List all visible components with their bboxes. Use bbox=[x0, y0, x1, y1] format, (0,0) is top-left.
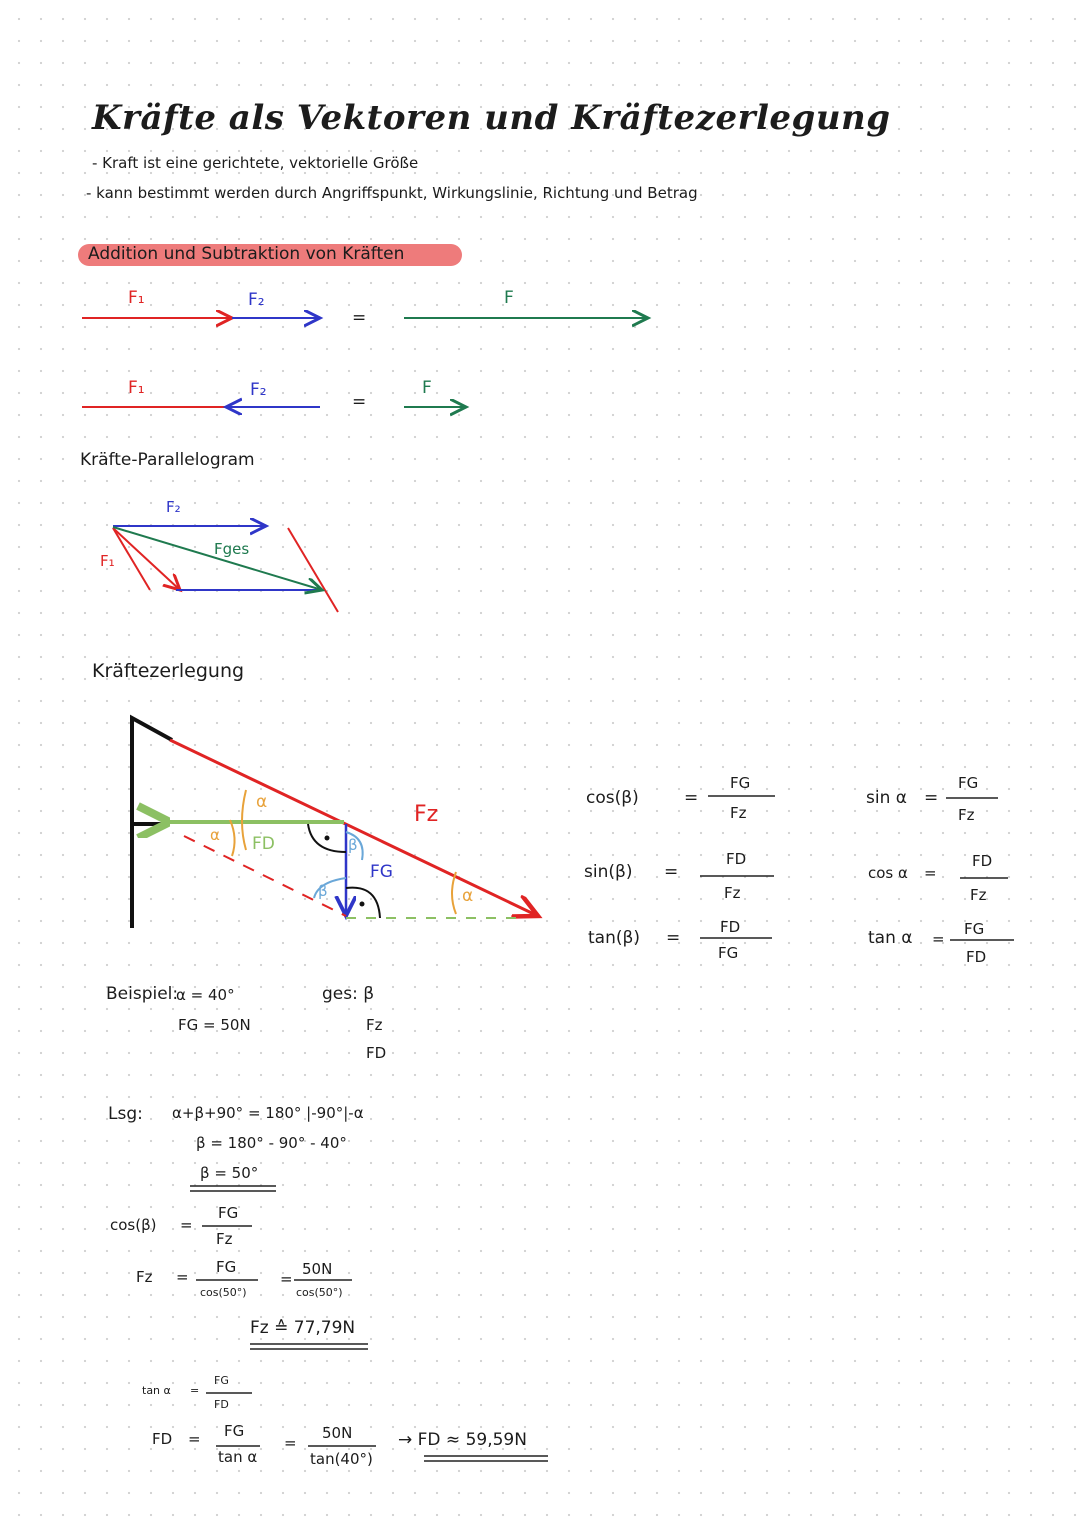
example-ges-fz: Fz bbox=[366, 1016, 383, 1034]
formula-cos-alpha-label: cos α bbox=[868, 864, 908, 882]
addition-f2-label: F₂ bbox=[248, 290, 265, 310]
solution-tan-eq: = bbox=[190, 1384, 200, 1397]
formula-cos-beta-num: FG bbox=[730, 774, 751, 792]
right-angle-dot-top bbox=[325, 836, 330, 841]
subtraction-f2-label: F₂ bbox=[250, 380, 267, 400]
solution-fz-num: FG bbox=[216, 1258, 237, 1276]
example-ges-fd: FD bbox=[366, 1044, 387, 1062]
formula-tan-beta-label: tan(β) bbox=[588, 928, 640, 948]
formula-sin-beta-eq: = bbox=[664, 862, 679, 882]
solution-line-1: α+β+90° = 180° |-90°|-α bbox=[172, 1104, 364, 1122]
solution-fd-num2: 50N bbox=[322, 1424, 353, 1442]
solution-fz-result: Fz ≙ 77,79N bbox=[250, 1318, 356, 1338]
subtraction-f1-label: F₁ bbox=[128, 378, 145, 398]
diagram-alpha-left: α bbox=[210, 826, 220, 844]
formula-tan-beta-den: FG bbox=[718, 944, 739, 962]
formula-sin-beta-den: Fz bbox=[724, 884, 741, 902]
formula-cos-beta-eq: = bbox=[684, 788, 699, 808]
section-decomposition-heading: Kräftezerlegung bbox=[92, 660, 245, 682]
fz-arrow bbox=[170, 740, 538, 916]
solution-tan-label: tan α bbox=[142, 1384, 171, 1397]
diagram-alpha-top: α bbox=[256, 792, 268, 812]
para-fges-label: Fges bbox=[214, 540, 250, 558]
addition-f-label: F bbox=[504, 288, 514, 308]
formula-cos-alpha-num: FD bbox=[972, 852, 993, 870]
formula-sin-beta-label: sin(β) bbox=[584, 862, 633, 882]
addition-equals-2: = bbox=[352, 392, 367, 412]
formula-cos-beta-label: cos(β) bbox=[586, 788, 639, 808]
section-addition-heading: Addition und Subtraktion von Kräften bbox=[88, 244, 405, 264]
solution-fz-den2: cos(50°) bbox=[296, 1286, 343, 1299]
solution-fz-eq: = bbox=[176, 1268, 189, 1286]
solution-fd-eq: = bbox=[188, 1430, 201, 1448]
example-ges: ges: β bbox=[322, 984, 375, 1004]
diagram-fd-label: FD bbox=[252, 834, 275, 854]
solution-fz-den: cos(50°) bbox=[200, 1286, 247, 1299]
formula-sin-alpha-den: Fz bbox=[958, 806, 975, 824]
diagram-beta-bottom: β bbox=[318, 882, 328, 900]
solution-fd-num: FG bbox=[224, 1422, 245, 1440]
solution-fd-den2: tan(40°) bbox=[310, 1450, 373, 1468]
solution-cos-den: Fz bbox=[216, 1230, 233, 1248]
example-fg: FG = 50N bbox=[178, 1016, 251, 1034]
diagram-fz-label: Fz bbox=[414, 802, 439, 827]
solution-tan-den: FD bbox=[214, 1398, 229, 1411]
solution-fz-label: Fz bbox=[136, 1268, 153, 1286]
formula-tan-beta-num: FD bbox=[720, 918, 741, 936]
solution-fd-label: FD bbox=[152, 1430, 173, 1448]
page-title: Kräfte als Vektoren und Kräftezerlegung bbox=[92, 98, 891, 138]
solution-cos-label: cos(β) bbox=[110, 1216, 157, 1234]
alpha-arc-left bbox=[230, 820, 235, 856]
formula-tan-alpha-den: FD bbox=[966, 948, 987, 966]
bullet-2: - kann bestimmt werden durch Angriffspunkt, Wirkungslinie, Richtung und Betrag bbox=[86, 184, 698, 202]
formula-sin-alpha-label: sin α bbox=[866, 788, 907, 808]
formula-tan-alpha-eq: = bbox=[932, 930, 945, 948]
formula-tan-beta-eq: = bbox=[666, 928, 681, 948]
solution-fd-result: → FD ≈ 59,59N bbox=[398, 1430, 527, 1450]
solution-fz-num2: 50N bbox=[302, 1260, 333, 1278]
solution-line-3: β = 50° bbox=[200, 1164, 259, 1182]
solution-label: Lsg: bbox=[108, 1104, 143, 1124]
para-f1-right bbox=[288, 528, 338, 612]
solution-fd-den: tan α bbox=[218, 1448, 258, 1466]
example-alpha: α = 40° bbox=[176, 986, 235, 1004]
solution-cos-eq: = bbox=[180, 1216, 193, 1234]
formula-sin-alpha-num: FG bbox=[958, 774, 979, 792]
solution-line-2: β = 180° - 90° - 40° bbox=[196, 1134, 347, 1152]
section-parallelogram-heading: Kräfte-Parallelogram bbox=[80, 450, 255, 470]
solution-cos-num: FG bbox=[218, 1204, 239, 1222]
right-angle-dot-bottom bbox=[360, 902, 365, 907]
para-f2-label: F₂ bbox=[166, 498, 181, 516]
subtraction-f-label: F bbox=[422, 378, 432, 398]
formula-tan-alpha-num: FG bbox=[964, 920, 985, 938]
addition-equals-1: = bbox=[352, 308, 367, 328]
formula-tan-alpha-label: tan α bbox=[868, 928, 913, 948]
diagram-alpha-right: α bbox=[462, 886, 474, 906]
example-label: Beispiel: bbox=[106, 984, 179, 1004]
addition-f1-label: F₁ bbox=[128, 288, 145, 308]
formula-sin-beta-num: FD bbox=[726, 850, 747, 868]
solution-fd-eq2: = bbox=[284, 1434, 297, 1452]
para-f1-label: F₁ bbox=[100, 552, 115, 570]
solution-tan-num: FG bbox=[214, 1374, 229, 1387]
diagram-fg-label: FG bbox=[370, 862, 393, 882]
bullet-1: - Kraft ist eine gerichtete, vektorielle Größe bbox=[92, 154, 419, 172]
solution-fz-eq2: = bbox=[280, 1270, 293, 1288]
formula-cos-alpha-den: Fz bbox=[970, 886, 987, 904]
formula-sin-alpha-eq: = bbox=[924, 788, 939, 808]
diagram-beta-top: β bbox=[348, 836, 358, 854]
alpha-arc-right bbox=[452, 872, 456, 914]
formula-cos-alpha-eq: = bbox=[924, 864, 937, 882]
formula-cos-beta-den: Fz bbox=[730, 804, 747, 822]
